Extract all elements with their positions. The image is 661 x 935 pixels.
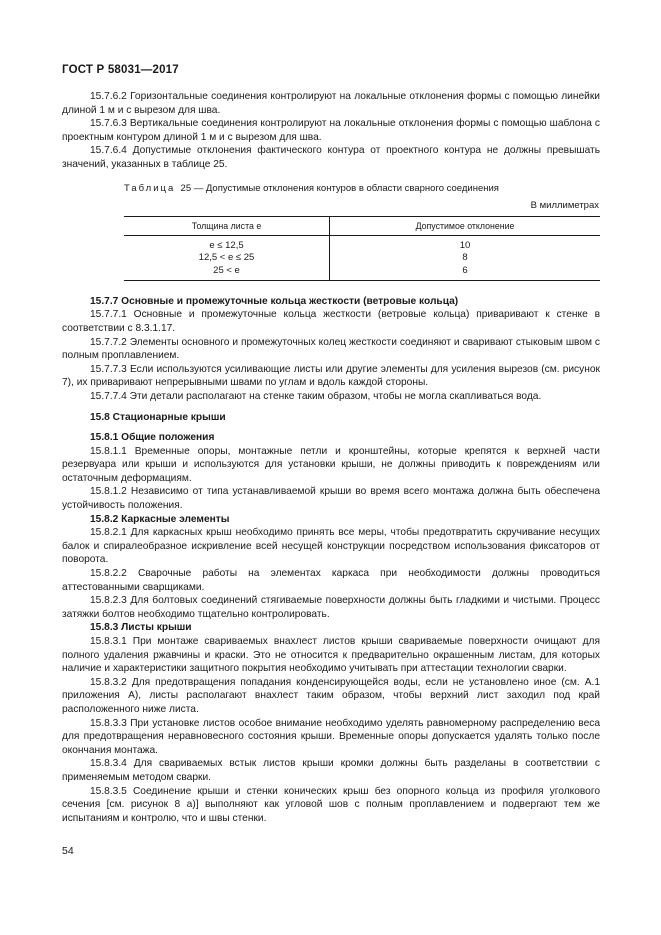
table-cell-tolerance: 8 [462, 252, 468, 264]
table-caption-label: Таблица [124, 182, 176, 194]
document-body [62, 90, 600, 825]
paragraph-15-7-7-4: 15.7.7.4 Эти детали располагают на стенке таким образом, чтобы не могла скапливаться вода. [90, 390, 542, 402]
section-15-7-7-heading: 15.7.7 Основные и промежуточные кольца жесткости (ветровые кольца) [90, 295, 459, 307]
table-cell-tolerance: 10 [459, 240, 471, 252]
paragraph-15-8-1-1: 15.8.1.1 Временные опоры, монтажные петли и кронштейны, которые крепятся к верхней части резервуара или крыши и используются для установки крыши, не должны приводить к повреждениям или остаточным деформациям. [62, 445, 600, 484]
table-row [124, 236, 600, 253]
table-cell-thickness: e ≤ 12,5 [124, 236, 330, 253]
table-cell-tolerance: 6 [330, 265, 601, 281]
table-row [124, 265, 600, 281]
table-cell-thickness: 12,5 < e ≤ 25 [124, 252, 330, 264]
tolerance-table [124, 216, 600, 281]
table-header-tolerance: Допустимое отклонение [330, 217, 601, 236]
paragraph-15-7-7-2: 15.7.7.2 Элементы основного и промежуточных колец жесткости соединяют и сваривают стыковым швом с полным проплавлением. [62, 336, 600, 362]
paragraph-15-7-6-4: 15.7.6.4 Допустимые отклонения фактического контура от проектного контура не должны превышать значений, указанных в таблице 25. [62, 145, 600, 170]
paragraph-15-8-2-3: 15.8.2.3 Для болтовых соединений стягиваемые поверхности должны быть гладкими и чистыми. Процесс затяжки болтов необходимо тщательно контролировать. [62, 595, 600, 620]
paragraph-15-8-2-2: 15.8.2.2 Сварочные работы на элементах каркаса при необходимости должны проводиться аттестованными сварщиками. [62, 568, 600, 593]
document-header: ГОСТ Р 58031—2017 [62, 64, 179, 76]
section-15-8-1-heading: 15.8.1 Общие положения [90, 432, 215, 444]
paragraph-15-8-3-2: 15.8.3.2 Для предотвращения попадания конденсирующейся воды, если не установлено иное (см. А.1 приложения А), листы располагают внахлест таким образом, чтобы верхний лист заходил под край расположенного ниже листа. [62, 676, 600, 715]
paragraph-15-8-3-1: 15.8.3.1 При монтаже свариваемых внахлест листов крыши свариваемые поверхности очищают для полного удаления ржавчины и краски. Это не относится к предварительно окрашенным листам, для которых наличие и характеристики защитного покрытия необходимо учитывать при аттестации технологии сварки. [62, 636, 600, 675]
paragraph-15-8-3-3: 15.8.3.3 При установке листов особое внимание необходимо уделять равномерному распределению веса для предотвращения неравновесного состояния крыши. Временные опоры допускается удалять только после окончания монтажа. [62, 717, 600, 756]
section-15-8-2-heading: 15.8.2 Каркасные элементы [90, 513, 230, 525]
paragraph-15-7-7-3: 15.7.7.3 Если используются усиливающие листы или другие элементы для усиления вырезов (см. рисунок 7), их приваривают непрерывными швами по углам и вдоль каждой стороны. [62, 363, 600, 389]
paragraph-15-8-1-2: 15.8.1.2 Независимо от типа устанавливаемой крыши во время всего монтажа должна быть обеспечена устойчивость положения. [62, 486, 600, 512]
table-header-thickness: Толщина листа e [124, 217, 330, 236]
paragraph-15-8-2-1: 15.8.2.1 Для каркасных крыш необходимо принять все меры, чтобы предотвратить скручивание несущих балок и спиралеобразное искривление всей несущей конструкции посредством использования фиксаторов от поворота. [62, 527, 600, 566]
paragraph-15-7-6-2: 15.7.6.2 Горизонтальные соединения контролируют на локальные отклонения формы с помощью линейки длиной 1 м и с вырезом для шва. [62, 91, 600, 116]
table-caption-text: 25 — Допустимые отклонения контуров в области сварного соединения [180, 182, 499, 194]
paragraph-15-8-3-4: 15.8.3.4 Для свариваемых встык листов крыши кромки должны быть разделаны в соответствии с применяемым методом сварки. [62, 758, 600, 783]
page-number: 54 [62, 845, 74, 857]
section-15-8-3-heading: 15.8.3 Листы крыши [90, 622, 192, 634]
paragraph-15-8-3-5: 15.8.3.5 Соединение крыши и стенки конических крыш без опорного кольца из профиля уголкового сечения [см. рисунок 8 а)] выполняют как угловой шов с полным проплавлением и подвергают тем же испытаниям и контролю, что и швы стенки. [62, 785, 600, 824]
paragraph-15-7-6-3: 15.7.6.3 Вертикальные соединения контролируют на локальные отклонения формы с помощью шаблона с проектным контуром длиной 1 м и с вырезом для шва. [62, 118, 600, 143]
table-cell-thickness: 25 < e [124, 265, 330, 281]
table-row [124, 252, 600, 264]
table-caption [124, 183, 600, 195]
table-units: В миллиметрах [530, 199, 599, 211]
paragraph-15-7-7-1: 15.7.7.1 Основные и промежуточные кольца жесткости (ветровые кольца) приваривают к стенке в соответствии с 8.3.1.17. [62, 309, 600, 334]
section-15-8-heading: 15.8 Стационарные крыши [90, 411, 226, 423]
